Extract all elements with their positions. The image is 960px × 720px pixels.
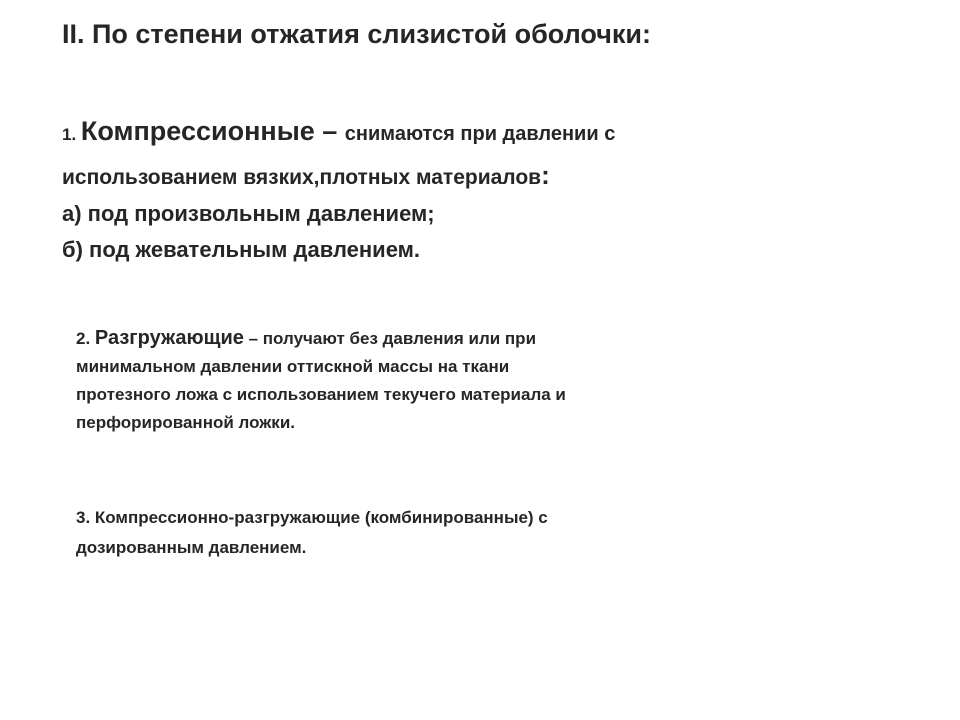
item-unloading-line-3: протезного ложа с использованием текучего материала и xyxy=(76,385,566,404)
item-compression-colon: : xyxy=(541,160,550,190)
item-unloading-text-1: – получают без давления или при xyxy=(243,329,537,348)
item-combined-line-1: 3. Компрессионно-разгружающие (комбинированные) с xyxy=(76,508,548,527)
item-compression-variant-a: а) под произвольным давлением; xyxy=(62,201,435,226)
item-unloading-number: 2. xyxy=(76,329,95,348)
item-unloading-line-4: перфорированной ложки. xyxy=(76,413,295,432)
item-compression-variant-b: б) под жевательным давлением. xyxy=(62,237,421,262)
item-combined-line-2: дозированным давлением. xyxy=(76,538,307,557)
item-compression-term: Компрессионные – xyxy=(80,116,345,146)
item-unloading xyxy=(76,324,836,437)
item-compression-number: 1. xyxy=(62,125,81,144)
slide-title: II. По степени отжатия слизистой оболочки: xyxy=(62,19,651,49)
item-compression-line-2 xyxy=(62,154,862,196)
item-compression-desc-cont: использованием вязких,плотных материалов xyxy=(62,166,542,189)
item-unloading-line-2: минимальном давлении оттискной массы на ткани xyxy=(76,357,510,376)
item-combined xyxy=(76,503,836,563)
item-compression xyxy=(62,108,862,268)
item-unloading-line-1 xyxy=(76,324,836,353)
item-unloading-term: Разгружающие xyxy=(94,327,244,349)
item-compression-desc: снимаются при давлении с xyxy=(344,123,616,145)
item-compression-line-1 xyxy=(62,108,862,154)
